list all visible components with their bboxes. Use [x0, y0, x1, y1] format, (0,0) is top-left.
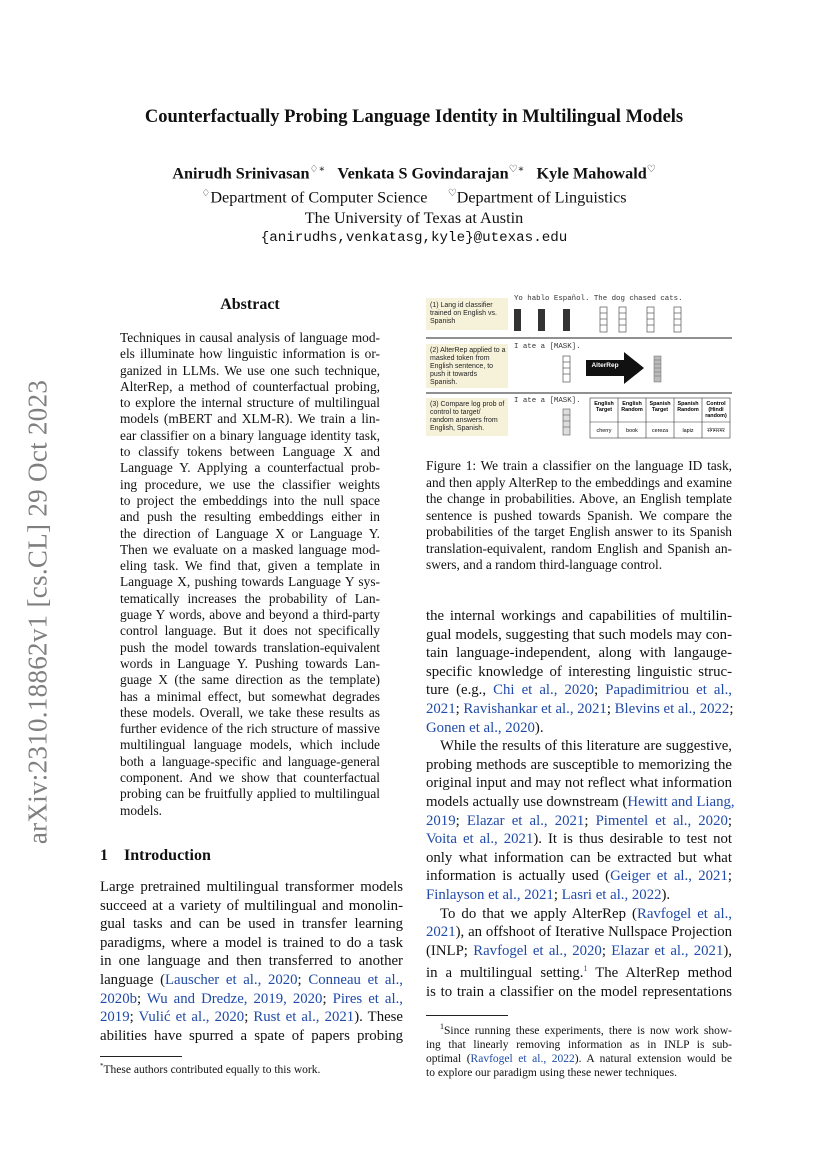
text-line: paradigms, where a model is trained to do a task [100, 934, 403, 951]
abstract-line: Then we evaluate on a masked language mod- [120, 541, 380, 557]
abstract-line: push the model towards translation-equivalent [120, 639, 380, 655]
answer-table-cells [594, 401, 727, 434]
abstract-line: these models. Overall, we take these results as [120, 704, 380, 720]
abstract-heading: Abstract [220, 296, 280, 313]
text-line: ing that linearly removing information as in INLP is sub- [426, 1039, 732, 1052]
abstract-line: Language Y. Applying a counterfactual prob- [120, 460, 380, 476]
abstract-line: models. [120, 802, 163, 818]
abstract-line: AlterRep, a method of counterfactual probing, [120, 378, 380, 394]
footnote-divider [426, 1015, 508, 1016]
abstract-line: multilingual language models, which include [120, 737, 380, 753]
text-run: ; [137, 990, 147, 1007]
table-cell-answer: cherry [596, 428, 612, 434]
text-run: ). [661, 886, 671, 903]
abstract-line: further evidence of the rich structure of massive [120, 721, 380, 737]
text-run: ; [455, 812, 467, 829]
footnote-mark: 1 [440, 1022, 444, 1031]
text-line: gual tasks and can be used in transfer learning [100, 916, 403, 933]
text-line [426, 886, 732, 905]
abstract-line: ear classifier on a binary language identity task, [120, 427, 380, 443]
panel-2-label: (2) AlterRep applied to a masked token from English sentence, to push it towards Spanish. [430, 347, 506, 386]
section-heading-introduction [100, 847, 211, 865]
citation-link[interactable]: Wu and Dredze, 2019, 2020 [146, 990, 323, 1007]
table-column-header: random) [705, 413, 727, 419]
introduction-body [100, 878, 403, 1045]
text-run: ; [606, 700, 615, 717]
citation-link[interactable]: Papadimitriou et al., [605, 682, 732, 699]
affiliation-mark: ♢ [201, 187, 211, 199]
footnote-equal-contribution [100, 1062, 320, 1076]
text-run: ; [244, 1009, 254, 1026]
text-line: gual models, suggesting that such models may con- [426, 626, 732, 643]
text-line [100, 971, 403, 990]
text-line: Large pretrained multilingual transformer models [100, 879, 403, 895]
figure-graphics [426, 292, 732, 440]
text-line [426, 830, 732, 849]
text-run: optimal ( [426, 1053, 471, 1066]
citation-link[interactable]: 2021 [426, 700, 456, 717]
citation-link[interactable]: Blevins et al., 2022 [614, 700, 730, 717]
text-run: (INLP; [426, 942, 474, 959]
text-line: to explore our paradigm using these newer techniques. [426, 1067, 678, 1080]
arxiv-stamp-text: arXiv:2310.18862v1 [cs.CL] 29 Oct 2023 [22, 379, 53, 845]
citation-link[interactable]: Conneau et al., [308, 971, 403, 988]
author-name: Venkata S Govindarajan [337, 164, 509, 183]
text-run: ; [297, 971, 309, 988]
citation-link[interactable]: Finlayson et al., 2021 [426, 886, 554, 903]
citation-link[interactable]: Geiger et al., 2021 [610, 868, 728, 885]
text-line: tain language-independent, along with langauge- [426, 645, 732, 662]
abstract-line: Language X, pushing towards Language Y sys- [120, 574, 380, 590]
masked-token-vector [563, 409, 570, 435]
abstract-line: guage X (the same direction as the template) [120, 672, 380, 688]
text-run: ), an offshoot of Iterative Nullspace Projection [455, 924, 732, 941]
text-line: abilities have spurred a spate of papers probing [100, 1027, 403, 1044]
panel-1-label: (1) Lang id classifier trained on English vs. Spanish [430, 302, 497, 325]
text-line: succeed at a variety of multilingual and monolin- [100, 897, 403, 914]
text-run: information is actually used ( [426, 868, 611, 885]
affiliation-mark: ♡ [447, 187, 457, 199]
text-run: ). It is thus desirable to test not [533, 831, 733, 848]
abstract-line: ing procedure, we use the classifier weights [120, 476, 380, 492]
abstract-line: to explore the internal structure of multilingual [120, 395, 380, 411]
text-run: models actually use downstream ( [426, 793, 628, 810]
department: Department of Computer Science [210, 188, 428, 207]
text-line [426, 867, 732, 886]
caption-line: translation-equivalent, random English and Spanish an- [426, 540, 732, 556]
text-line: While the results of this literature are suggestive, [440, 738, 732, 755]
text-run: To do that we apply AlterRep ( [440, 905, 637, 922]
text-line [426, 681, 732, 700]
citation-link[interactable]: Lauscher et al., 2020 [165, 971, 298, 988]
citation-link[interactable]: 2020b [100, 990, 137, 1007]
citation-link[interactable]: Gonen et al., 2020 [426, 719, 535, 736]
affiliation-mark: ♡ [646, 164, 656, 175]
table-column-header: English [622, 401, 642, 407]
text-line: only what information can be extracted but what [426, 849, 732, 866]
table-column-header: Spanish [677, 401, 699, 407]
text-run: ; [584, 812, 596, 829]
table-column-header: Spanish [649, 401, 671, 407]
abstract-line: both a language-specific and language-general [120, 753, 380, 769]
citation-link[interactable]: Ravishankar et al., 2021 [463, 700, 607, 717]
masked-token-vector [563, 356, 570, 382]
department: Department of Linguistics [456, 188, 627, 207]
citation-link[interactable]: Elazar et al., 2021 [611, 942, 724, 959]
citation-link[interactable]: Ravfogel et al., 2020 [473, 942, 602, 959]
panel-3-sentence: I ate a [MASK]. [514, 397, 581, 405]
text-run: ; [322, 990, 333, 1007]
abstract-line: tematically increases the probability of Lan- [120, 590, 380, 606]
abstract-line: guage Y words, above and beyond a third-party [120, 607, 380, 623]
citation-link[interactable]: Ravfogel et al., 2022 [470, 1053, 575, 1066]
panel-3-label: (3) Compare log prob of control to target/ random answers from English, Spanish. [430, 401, 505, 432]
affiliation-mark: ♡∗ [508, 164, 525, 175]
text-line [426, 812, 732, 831]
footnote-divider [100, 1056, 182, 1057]
caption-line: Figure 1: We train a classifier on the language ID task, [426, 458, 732, 473]
caption-line: the change in probabilities. Above, an English template [426, 491, 732, 506]
figure-1 [426, 292, 732, 440]
author-block [100, 160, 728, 249]
table-column-header: English [594, 401, 614, 407]
footnote-reference[interactable]: 1 [583, 964, 588, 974]
citation-link[interactable]: 2021 [426, 924, 456, 941]
author-name: Kyle Mahowald [536, 164, 647, 183]
text-run: ). A natural extension would be [574, 1053, 732, 1066]
abstract-line: Techniques in causal analysis of language mod- [120, 330, 380, 345]
table-column-header: Random [621, 407, 643, 413]
table-column-header: Target [651, 407, 669, 413]
caption-line: and then apply AlterRep to the embeddings and examine [426, 474, 732, 490]
abstract-line: control language. But it does not specifically [120, 623, 380, 639]
text-run: ). These [354, 1009, 403, 1026]
text-run: ; [553, 886, 562, 903]
right-column-body [426, 607, 735, 1001]
author-names [100, 160, 728, 184]
text-line [100, 990, 403, 1009]
abstract-line: els illuminate how linguistic information is or- [120, 346, 380, 362]
section-number: 1 [100, 847, 108, 864]
embedding-vector-outline [600, 307, 681, 332]
text-line: specific knowledge of interesting linguistic struc- [426, 663, 732, 680]
caption-line: swers, and a random third-language control. [426, 557, 663, 572]
university: The University of Texas at Austin [304, 208, 524, 227]
departments [100, 184, 728, 208]
text-line [100, 1008, 403, 1027]
citation-link[interactable]: Hewitt and Liang, [627, 793, 735, 810]
section-title: Introduction [124, 847, 211, 864]
altered-vector [654, 356, 661, 382]
text-run: ; [729, 700, 734, 717]
text-line [426, 793, 735, 812]
text-line [426, 960, 732, 983]
table-column-header: Target [595, 407, 613, 413]
abstract-line: has a minimal effect, but somewhat degrades [120, 688, 380, 704]
text-line [426, 1052, 732, 1066]
panel-1-sentence: Yo hablo Español. The dog chased cats. [514, 295, 683, 303]
citation-link[interactable]: Elazar et al., 2021 [466, 812, 585, 829]
paper-title: Counterfactually Probing Language Identity in Multilingual Models [144, 107, 684, 127]
abstract-line: probing can be fruitfully applied to multilingual [120, 786, 380, 802]
embedding-vector-filled [514, 309, 570, 331]
text-run: in a multilingual setting. [426, 965, 584, 982]
text-line [426, 942, 732, 961]
panel-2-sentence: I ate a [MASK]. [514, 343, 581, 351]
text-run: ; [455, 700, 464, 717]
abstract-line: and push the resulting embeddings either in [120, 509, 380, 525]
citation-link[interactable]: 2019 [426, 812, 456, 829]
table-cell-answer: cereza [651, 428, 669, 434]
text-line: probing methods are susceptible to memorizing the [426, 756, 732, 773]
abstract-line: the direction of Language X or Language Y. [120, 525, 380, 541]
text-run: ). [534, 719, 544, 736]
text-line: original input and may not reflect what information [426, 775, 732, 792]
text-run: ; [129, 1009, 139, 1026]
arxiv-stamp [14, 372, 62, 852]
caption-line: probabilities of the target English answer to its Spanish [426, 524, 732, 539]
citation-link[interactable]: 2019 [100, 1009, 130, 1026]
citation-link[interactable]: Pimentel et al., 2020 [595, 812, 728, 829]
table-column-header: (Hindi [708, 407, 724, 413]
author-name: Anirudh Srinivasan [172, 164, 310, 183]
table-cell-answer: book [626, 428, 638, 434]
text-run: ; [594, 682, 606, 699]
caption-line: sentence is pushed towards Spanish. We compare the [426, 507, 732, 523]
abstract-line: words in Language Y. Pushing towards Lan- [120, 655, 380, 671]
citation-link[interactable]: Ravfogel et al., [636, 905, 732, 922]
figure-1-caption [426, 458, 732, 574]
citation-link[interactable]: Pires et al., [332, 990, 404, 1007]
text-run: ; [727, 812, 732, 829]
text-line [426, 1020, 732, 1038]
citation-link[interactable]: Voita et al., 2021 [426, 831, 534, 848]
text-line [426, 700, 732, 719]
abstract-body [120, 330, 380, 819]
affiliation-mark: ♢∗ [309, 164, 326, 175]
table-cell-answer: lapiz [682, 428, 694, 434]
author-emails[interactable]: {anirudhs,venkatasg,kyle}@utexas.edu [260, 230, 568, 247]
text-run: ture (e.g., [426, 682, 494, 699]
table-column-header: Control [706, 401, 726, 407]
text-line: is to train a classifier on the model representations [426, 983, 732, 1000]
text-run: Since running these experiments, there is now work show- [444, 1024, 732, 1037]
text-line: the internal workings and capabilities of multilin- [426, 608, 732, 624]
citation-link[interactable]: Lasri et al., 2022 [561, 886, 662, 903]
abstract-line: ganized in LLMs. We use one such technique, [120, 362, 380, 378]
footnote-mark: * [100, 1062, 104, 1070]
text-line [426, 719, 732, 738]
table-column-header: Random [677, 407, 699, 413]
text-run: language ( [100, 971, 165, 988]
abstract-line: component. And we show that counterfactual [120, 770, 380, 786]
text-run: ), [723, 942, 732, 959]
footnote-text: These authors contributed equally to this work. [103, 1063, 321, 1076]
abstract-line: to classify tokens between Language X and [120, 444, 380, 460]
table-cell-answer: संगमरमर [707, 428, 725, 434]
citation-link[interactable]: Chi et al., 2020 [493, 682, 595, 699]
citation-link[interactable]: Vulić et al., 2020 [138, 1009, 245, 1026]
alterrep-arrow-label: AlterRep [591, 362, 619, 369]
text-run: ; [727, 868, 732, 885]
abstract-line: eling task. We find that, given a template in [120, 558, 380, 574]
footnote-1 [426, 1020, 732, 1081]
text-run: The AlterRep method [587, 965, 732, 982]
citation-link[interactable]: Rust et al., 2021 [253, 1009, 355, 1026]
text-line: in one language and then transferred to another [100, 953, 403, 970]
text-run: ; [601, 942, 612, 959]
text-line [426, 923, 732, 942]
abstract-line: models (mBERT and XLM-R). We train a lin- [120, 411, 380, 427]
abstract-line: to project the embeddings into the null space [120, 492, 380, 508]
text-line [426, 905, 732, 924]
